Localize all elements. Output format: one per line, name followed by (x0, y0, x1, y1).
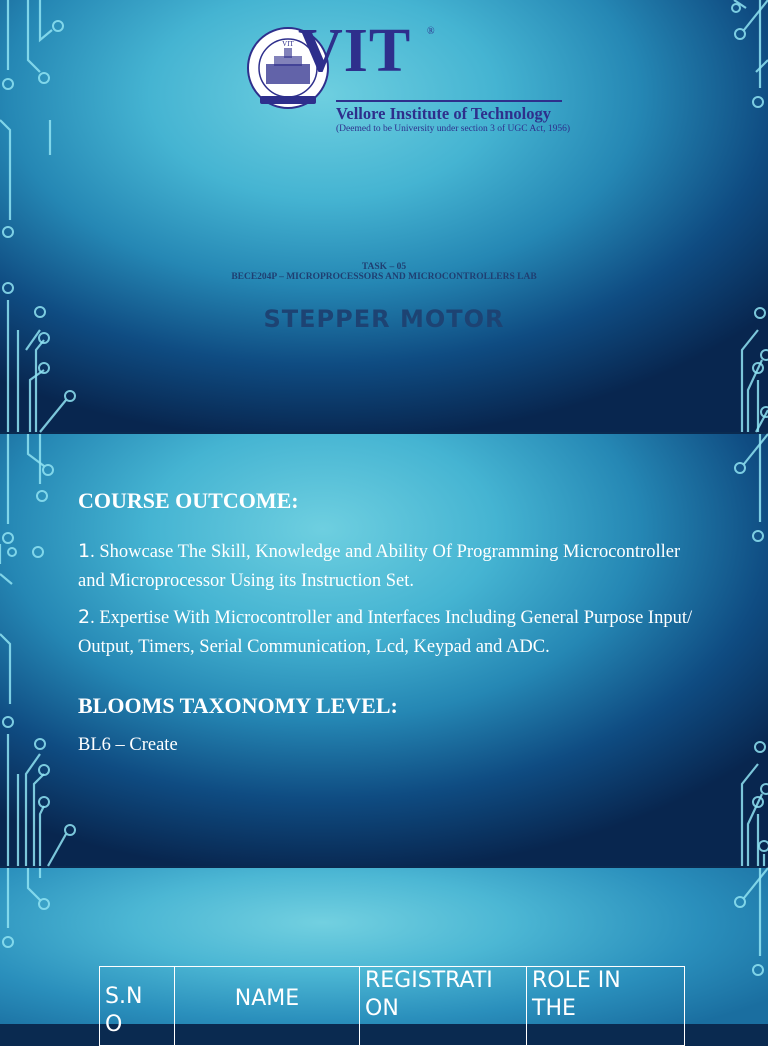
circuit-decoration-right (678, 868, 768, 1024)
team-table (99, 966, 685, 1046)
circuit-decoration-left (0, 0, 90, 432)
table-header-row (100, 967, 685, 1046)
blooms-level: BL6 – Create (78, 735, 178, 755)
circuit-decoration-right (678, 0, 768, 432)
institution-tagline: (Deemed to be University under section 3 of UGC Act, 1956) (336, 124, 571, 134)
task-number: TASK – 05 (361, 262, 407, 272)
team-slide (0, 868, 768, 1037)
outcome-item-2 (78, 603, 698, 662)
outcome-text: . Expertise With Microcontroller and Interfaces Including General Purpose Input/ Output, Timers, Serial Communication, Lcd, Keypad and ADC. (78, 608, 693, 657)
svg-text:VIT: VIT (282, 40, 294, 48)
circuit-decoration-left (0, 434, 90, 866)
registered-mark: ® (427, 26, 435, 37)
slide-title: STEPPER MOTOR (263, 305, 505, 333)
institution-name: Vellore Institute of Technology (336, 104, 551, 123)
column-header-sno: S.N O (100, 967, 175, 1046)
outcome-number: 2 (78, 606, 91, 628)
vit-logo (246, 17, 576, 134)
circuit-decoration-left (0, 868, 90, 1024)
brand-divider (336, 100, 562, 102)
title-slide (0, 0, 768, 432)
column-header-name: NAME (175, 967, 360, 1046)
outcome-text: . Showcase The Skill, Knowledge and Ability Of Programming Microcontroller and Microprocessor Using its Instruction Set. (78, 542, 681, 591)
blooms-heading: BLOOMS TAXONOMY LEVEL: (78, 693, 398, 718)
brand-wordmark: VIT (298, 17, 412, 85)
course-code: BECE204P – MICROPROCESSORS AND MICROCONTROLLERS LAB (231, 272, 537, 282)
course-outcome-heading: COURSE OUTCOME: (78, 488, 299, 513)
outcome-number: 1 (78, 540, 91, 562)
outcome-item-1 (78, 537, 698, 596)
column-header-registration: REGISTRATI ON (360, 967, 527, 1046)
outcome-slide (0, 434, 768, 866)
column-header-role: ROLE IN THE (527, 967, 685, 1046)
